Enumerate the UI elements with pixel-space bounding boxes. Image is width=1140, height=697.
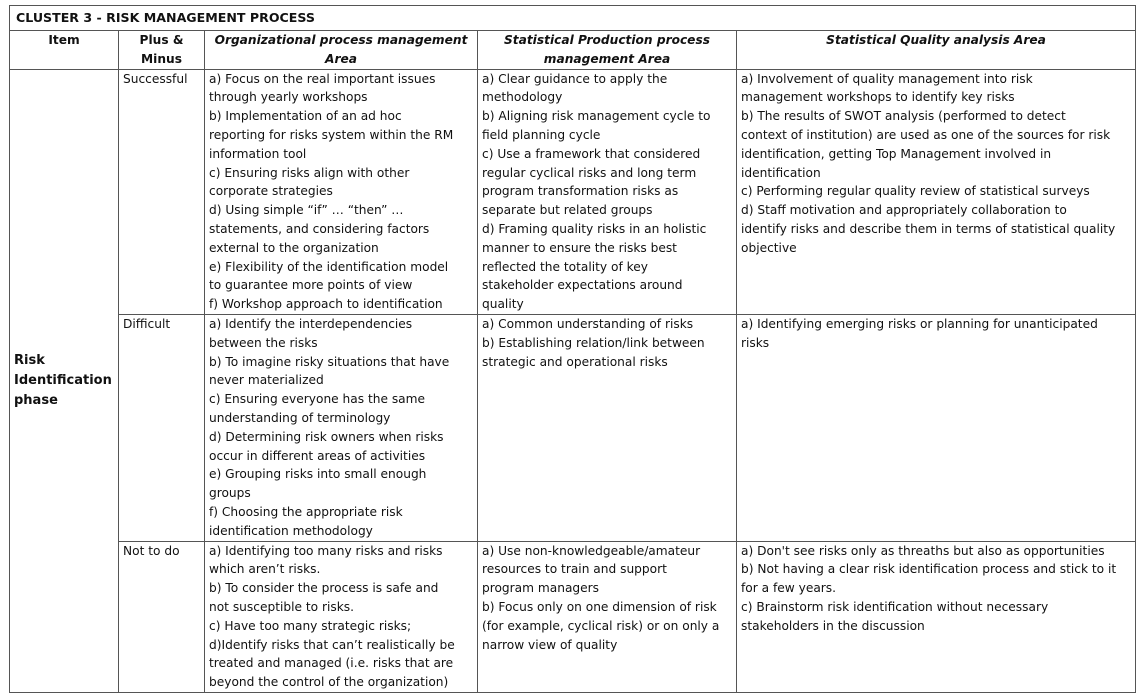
cell-line: management workshops to identify key risks <box>741 90 1015 105</box>
phase-label: Risk Identification phase <box>10 69 119 692</box>
cell-stat-difficult <box>478 314 737 541</box>
cell-line: identification <box>741 165 821 180</box>
cell-line: separate but related groups <box>482 203 653 218</box>
cell-line: never materialized <box>209 373 324 388</box>
cell-line: b) Focus only on one dimension of risk <box>482 599 717 614</box>
cell-line: corporate strategies <box>209 184 333 199</box>
cell-line: b) Implementation of an ad hoc <box>209 109 402 124</box>
cell-line: information tool <box>209 146 307 161</box>
cell-org-not-to-do <box>205 541 478 692</box>
cell-line: d) Determining risk owners when risks <box>209 429 444 444</box>
cell-line: a) Common understanding of risks <box>482 316 694 331</box>
header-row <box>10 31 1136 70</box>
risk-management-table <box>9 5 1136 693</box>
cell-line: d) Framing quality risks in an holistic <box>482 221 707 236</box>
cell-line: c) Have too many strategic risks; <box>209 618 412 633</box>
cell-line: occur in different areas of activities <box>209 448 426 463</box>
cell-org-successful <box>205 69 478 314</box>
cell-line: regular cyclical risks and long term <box>482 165 697 180</box>
cell-line: a) Clear guidance to apply the <box>482 71 668 86</box>
header-statistical-production-area: Statistical Production process management Area <box>478 31 737 70</box>
cell-line: c) Use a framework that considered <box>482 146 701 161</box>
cell-line: groups <box>209 486 251 501</box>
cell-line: reporting for risks system within the RM <box>209 127 454 142</box>
cell-line: manner to ensure the risks best <box>482 240 677 255</box>
cell-line: b) To imagine risky situations that have <box>209 354 450 369</box>
cell-line: c) Performing regular quality review of statistical surveys <box>741 184 1090 199</box>
cell-line: methodology <box>482 90 563 105</box>
cell-line: d) Staff motivation and appropriately collaboration to <box>741 203 1067 218</box>
cell-line: a) Involvement of quality management into risk <box>741 71 1033 86</box>
cell-line: for a few years. <box>741 581 837 596</box>
cell-line: strategic and operational risks <box>482 354 668 369</box>
cell-line: d)Identify risks that can’t realistically be <box>209 637 455 652</box>
cell-line: stakeholders in the discussion <box>741 618 925 633</box>
cell-line: f) Workshop approach to identification <box>209 297 443 312</box>
cell-line: d) Using simple “if” … “then” … <box>209 203 404 218</box>
cell-line: a) Don't see risks only as threaths but also as opportunities <box>741 543 1105 558</box>
table-row <box>10 314 1136 541</box>
table-title: CLUSTER 3 - RISK MANAGEMENT PROCESS <box>10 6 1136 31</box>
cell-line: objective <box>741 240 797 255</box>
cell-line: beyond the control of the organization) <box>209 675 449 690</box>
cell-line: reflected the totality of key <box>482 259 648 274</box>
cell-line: statements, and considering factors <box>209 221 430 236</box>
cell-stat-not-to-do <box>478 541 737 692</box>
cell-qual-not-to-do <box>737 541 1136 692</box>
table-row <box>10 541 1136 692</box>
row-label-successful: Successful <box>119 69 205 314</box>
cell-line: through yearly workshops <box>209 90 368 105</box>
cell-line: narrow view of quality <box>482 637 618 652</box>
cell-line: risks <box>741 335 770 350</box>
row-label-difficult: Difficult <box>119 314 205 541</box>
cell-line: field planning cycle <box>482 127 601 142</box>
cell-line: e) Grouping risks into small enough <box>209 467 427 482</box>
cell-line: a) Use non-knowledgeable/amateur <box>482 543 701 558</box>
row-label-not-to-do: Not to do <box>119 541 205 692</box>
cell-line: between the risks <box>209 335 318 350</box>
cell-line: stakeholder expectations around <box>482 278 683 293</box>
cell-line: to guarantee more points of view <box>209 278 413 293</box>
cell-line: program managers <box>482 581 600 596</box>
cell-line: understanding of terminology <box>209 410 391 425</box>
cell-line: c) Brainstorm risk identification without necessary <box>741 599 1049 614</box>
cell-line: identify risks and describe them in terms of statistical quality <box>741 221 1116 236</box>
cell-org-difficult <box>205 314 478 541</box>
cell-line: resources to train and support <box>482 562 667 577</box>
cell-line: b) Establishing relation/link between <box>482 335 705 350</box>
header-statistical-quality-area: Statistical Quality analysis Area <box>737 31 1136 70</box>
table-row <box>10 69 1136 314</box>
header-item: Item <box>10 31 119 70</box>
cell-line: c) Ensuring everyone has the same <box>209 392 426 407</box>
cell-line: quality <box>482 297 524 312</box>
cell-line: a) Focus on the real important issues <box>209 71 436 86</box>
cell-line: external to the organization <box>209 240 379 255</box>
cell-line: b) Not having a clear risk identification process and stick to it <box>741 562 1117 577</box>
cell-line: a) Identifying too many risks and risks <box>209 543 443 558</box>
cell-line: c) Ensuring risks align with other <box>209 165 410 180</box>
cell-line: identification methodology <box>209 523 373 538</box>
cell-line: b) To consider the process is safe and <box>209 581 439 596</box>
cell-line: (for example, cyclical risk) or on only a <box>482 618 720 633</box>
header-plus-minus: Plus & Minus <box>119 31 205 70</box>
cell-stat-successful <box>478 69 737 314</box>
header-organizational-area: Organizational process management Area <box>205 31 478 70</box>
cell-line: identification, getting Top Management involved in <box>741 146 1052 161</box>
cell-line: a) Identifying emerging risks or planning for unanticipated <box>741 316 1098 331</box>
cell-line: b) The results of SWOT analysis (performed to detect <box>741 109 1066 124</box>
cell-line: f) Choosing the appropriate risk <box>209 504 403 519</box>
cell-line: e) Flexibility of the identification model <box>209 259 449 274</box>
cell-line: treated and managed (i.e. risks that are <box>209 656 454 671</box>
cell-qual-difficult <box>737 314 1136 541</box>
cell-line: which aren’t risks. <box>209 562 321 577</box>
cell-line: a) Identify the interdependencies <box>209 316 413 331</box>
title-row <box>10 6 1136 31</box>
cell-qual-successful <box>737 69 1136 314</box>
cell-line: program transformation risks as <box>482 184 679 199</box>
cell-line: b) Aligning risk management cycle to <box>482 109 711 124</box>
cell-line: not susceptible to risks. <box>209 599 354 614</box>
cell-line: context of institution) are used as one of the sources for risk <box>741 127 1111 142</box>
